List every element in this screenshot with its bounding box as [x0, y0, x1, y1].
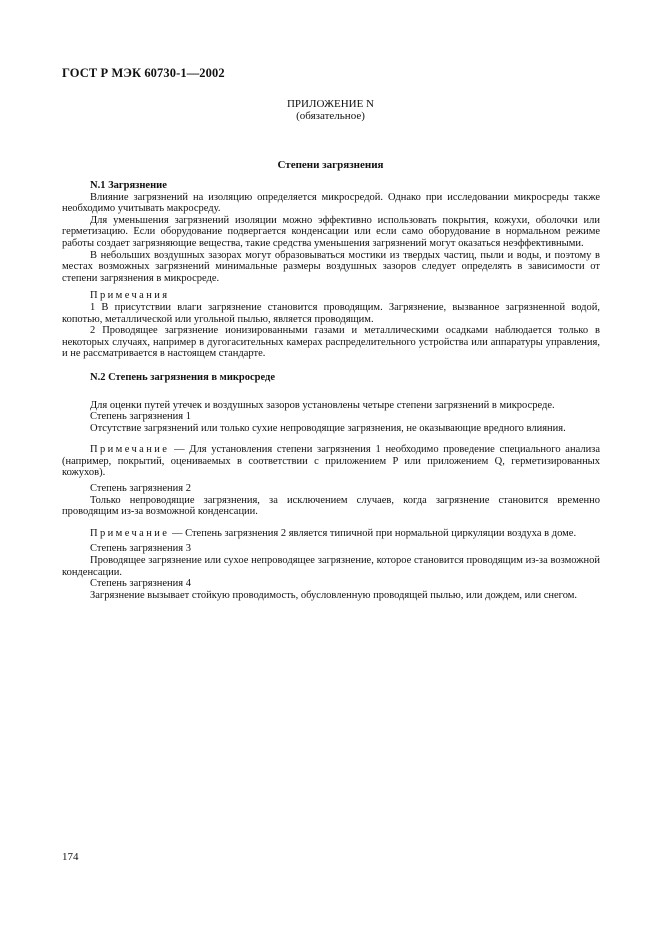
document-body [62, 180, 600, 601]
appendix-label: ПРИЛОЖЕНИЕ N [286, 98, 374, 110]
degree-label: Степень загрязнения 4 [90, 578, 191, 590]
paragraph: Для оценки путей утечек и воздушных зазоров установлены четыре степени загрязнений в микросреде. [90, 399, 555, 411]
degree-label: Степень загрязнения 1 [90, 411, 191, 423]
note-paragraph [62, 528, 600, 540]
degree-label: Степень загрязнения 3 [90, 543, 191, 555]
paragraph: Для уменьшения загрязнений изоляции можно эффективно использовать покрытия, кожухи, оболочки или герметизацию. Если оборудование подвергается конденсации или если само оборудование в нормальном режиме работы создает загрязняющие вещества, такие средства уменьшения загрязнений могут оказаться неэффективными. [62, 214, 600, 249]
degree-label: Степень загрязнения 2 [90, 483, 191, 495]
note-paragraph: 2 Проводящее загрязнение ионизированными газами и металлическими осадками наблюдается только в некоторых случаях, например в дугогасительных камерах распределительного устройства или аппаратуры управления, и не рассматривается в настоящем стандарте. [62, 325, 600, 360]
notes-label: Примечания [90, 290, 170, 302]
appendix-heading [0, 98, 661, 122]
paragraph: Только непроводящие загрязнения, за исключением случаев, когда загрязнение становится временно проводящим из-за возможной конденсации. [62, 494, 600, 518]
paragraph: Влияние загрязнений на изоляцию определяется микросредой. Однако при исследовании микросреды также необходимо учитывать макросреду. [62, 191, 600, 215]
paragraph: Отсутствие загрязнений или только сухие непроводящие загрязнения, не оказывающие вредного влияния. [90, 422, 566, 434]
note-label: Примечание [90, 444, 170, 456]
note-text: — Степень загрязнения 2 является типичной при нормальной циркуляции воздуха в доме. [169, 527, 577, 539]
page-number: 174 [62, 851, 79, 863]
paragraph: В небольших воздушных зазорах могут образовываться мостики из твердых частиц, пыли и воды, и поэтому в местах возможных загрязнений минимальные размеры воздушных зазоров следует определять в зависимости от степени загрязнения в микросреде. [62, 249, 600, 284]
note-paragraph [62, 444, 600, 479]
paragraph: Проводящее загрязнение или сухое непроводящее загрязнение, которое становится проводящим из-за возможной конденсации. [62, 555, 600, 578]
paragraph: Загрязнение вызывает стойкую проводимость, обусловленную проводящей пылью, или дождем, или снегом. [90, 589, 578, 601]
section-heading-n2: N.2 Степень загрязнения в микросреде [90, 371, 276, 383]
note-label: Примечание [90, 527, 170, 539]
appendix-title: Степени загрязнения [277, 159, 384, 171]
note-paragraph: 1 В присутствии влаги загрязнение становится проводящим. Загрязнение, вызванное загрязненной водой, копотью, металлической или угольной пылью, является проводящим. [62, 301, 600, 325]
document-code-header: ГОСТ Р МЭК 60730-1—2002 [62, 66, 225, 80]
appendix-status: (обязательное) [296, 110, 365, 122]
section-heading-n1: N.1 Загрязнение [90, 180, 167, 191]
note-text: — Для установления степени загрязнения 1 необходимо проведение специального анализа (например, покрытий, оцениваемых в соответствии с приложением P или приложением Q, герметизированных кожухов). [62, 444, 600, 479]
